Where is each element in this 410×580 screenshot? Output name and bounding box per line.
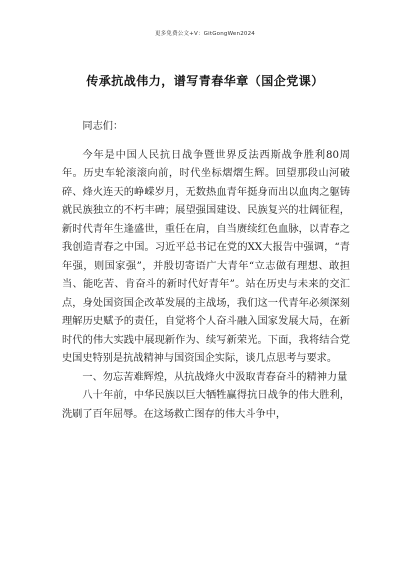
document-title: 传承抗战伟力，谱写青春华章（国企党课）: [86, 74, 324, 88]
greeting: 同志们：: [82, 121, 124, 132]
document-body: [62, 118, 350, 424]
section-paragraph: 八十年前，中华民族以巨大牺牲赢得抗日战争的伟大胜利，洗刷了百年屈辱。在这场救亡图存的伟大斗争中，: [62, 390, 350, 420]
section-heading: 一、勿忘苦难辉煌，从抗战烽火中汲取青春奋斗的精神力量: [82, 371, 348, 383]
header-note: 更多免费公文+V：GitGongWen2024: [154, 31, 255, 37]
body-paragraph: 今年是中国人民抗日战争暨世界反法西斯战争胜利80周年。历史车轮滚滚向前，时代坐标熠熠生辉。回望那段山河破碎、烽火连天的峥嵘岁月，无数热血青年挺身而出以血肉之躯铸就民族独立的不朽丰碑；展望强国建设、民族复兴的壮阔征程，新时代青年生逢盛世，重任在肩，自当赓续红色血脉，以青春之我创造青春之中国。习近平总书记在党的XX大报告中强调，“青年强，则国家强”，并殷切寄语广大青年“立志做有理想、敢担当、能吃苦、肯奋斗的新时代好青年”。站在历史与未来的交汇点，身处国资国企改革发展的主战场，我们这一代青年必须深刻理解历史赋予的责任，自觉将个人奋斗融入国家发展大局，在新时代的伟大实践中展现新作为、续写新荣光。下面，我将结合党史国史特别是抗战精神与国资国企实际，谈几点思考与要求。: [62, 149, 350, 364]
